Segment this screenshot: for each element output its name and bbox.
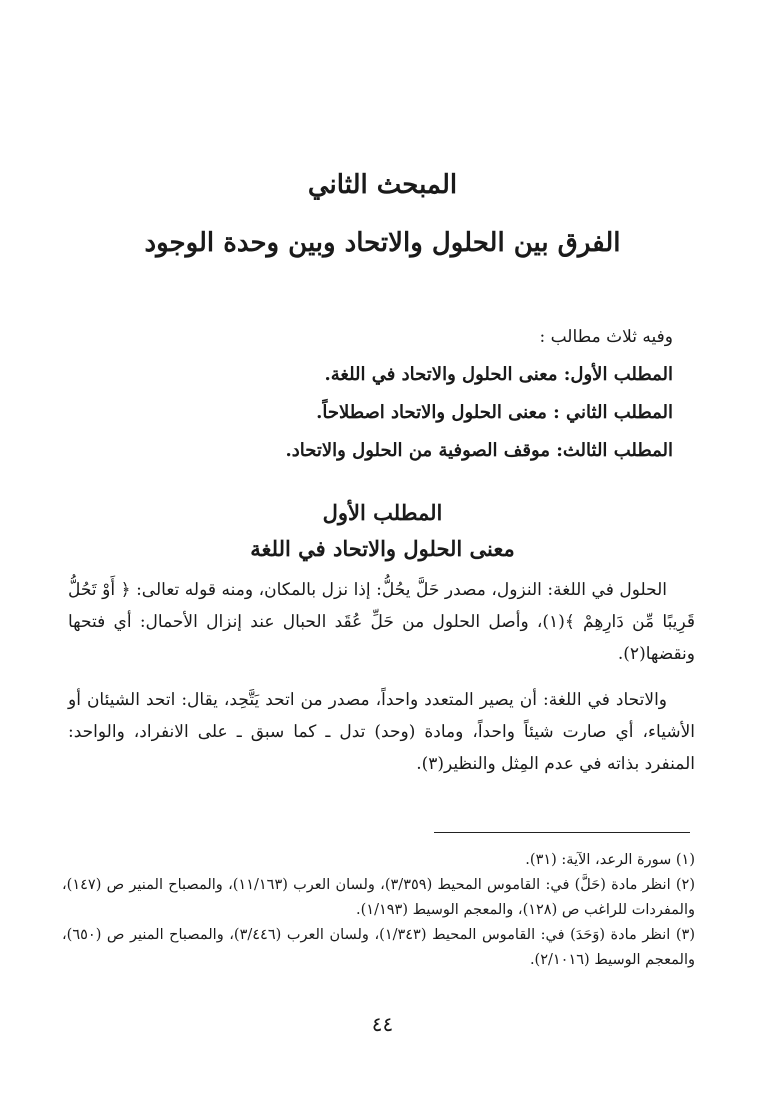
- footnote-separator: [434, 832, 690, 833]
- paragraph-ittihad: والاتحاد في اللغة: أن يصير المتعدد واحداً، مصدر من اتحد يَتَّحِد، يقال: اتحد الشيئان أو الأشياء، أي صارت شيئاً واحداً، ومادة (وحد) تدل ـ كما سبق ـ على الانفراد، والواحد: المنفرد بذاته في عدم المِثل والنظير(٣).: [68, 690, 695, 774]
- footnote-1: (١) سورة الرعد، الآية: (٣١).: [525, 852, 695, 868]
- chapter-title: المبحث الثاني: [307, 170, 458, 200]
- section-title: المطلب الأول: [322, 500, 443, 525]
- section-outline: [80, 318, 673, 470]
- section-subtitle: معنى الحلول والاتحاد في اللغة: [250, 536, 515, 561]
- footnote-3: (٣) انظر مادة (وَحَدَ) في: القاموس المحيط (١/٣٤٣)، ولسان العرب (٣/٤٤٦)، والمصباح المنير ص (٦٥٠)، والمعجم الوسيط (٢/١٠١٦).: [62, 927, 695, 968]
- outline-item-1: المطلب الأول: معنى الحلول والاتحاد في اللغة.: [324, 364, 673, 385]
- footnote-2: (٢) انظر مادة (حَلَّ) في: القاموس المحيط (٣/٣٥٩)، ولسان العرب (١١/١٦٣)، والمصباح المنير ص (١٤٧)، والمفردات للراغب ص (١٢٨)، والمعجم الوسيط (١/١٩٣).: [62, 877, 695, 918]
- body-text: [68, 574, 695, 794]
- outline-item-2: المطلب الثاني : معنى الحلول والاتحاد اصطلاحاً.: [316, 402, 673, 423]
- outline-intro: وفيه ثلاث مطالب :: [539, 327, 673, 347]
- page-number: ٤٤: [371, 1012, 394, 1036]
- chapter-subtitle: الفرق بين الحلول والاتحاد وبين وحدة الوجود: [144, 228, 621, 258]
- footnotes: [62, 848, 695, 973]
- outline-item-3: المطلب الثالث: موقف الصوفية من الحلول والاتحاد.: [285, 440, 673, 461]
- paragraph-hulul: الحلول في اللغة: النزول، مصدر حَلَّ يحُلُّ: إذا نزل بالمكان، ومنه قوله تعالى: ﴿ أَوْ تَحُلُّ قَرِيبًا مِّن دَارِهِمْ ﴾(١)، وأصل الحلول من حَلِّ عُقَد الحبال عند إنزال الأحمال: أي فتحها ونقضها(٢).: [68, 580, 695, 664]
